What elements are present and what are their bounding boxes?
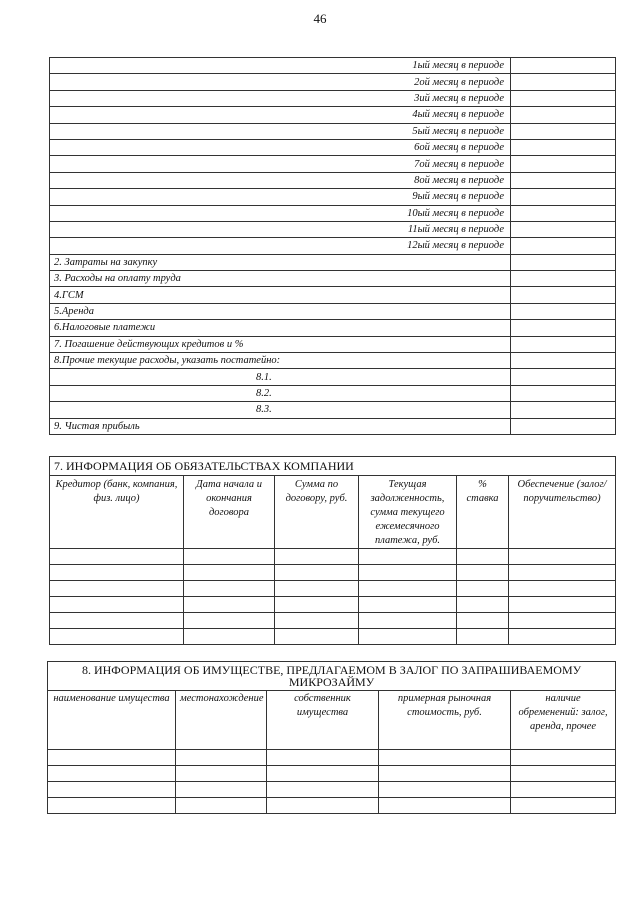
table-row — [50, 123, 616, 139]
table-row — [50, 385, 616, 401]
input-cell[interactable] — [359, 565, 457, 581]
table-row — [50, 189, 616, 205]
table-row — [50, 369, 616, 385]
expense-other-item: 8.1. — [50, 369, 511, 385]
input-cell[interactable] — [379, 750, 511, 766]
value-cell[interactable] — [511, 221, 616, 237]
value-cell[interactable] — [511, 238, 616, 254]
table-row — [48, 798, 616, 814]
value-cell[interactable] — [511, 385, 616, 401]
table-row — [50, 74, 616, 90]
value-cell[interactable] — [511, 139, 616, 155]
table-row — [50, 581, 616, 597]
column-header: % ставка — [457, 476, 509, 549]
input-cell[interactable] — [457, 565, 509, 581]
month-label: 11ый месяц в периоде — [50, 221, 511, 237]
input-cell[interactable] — [511, 766, 616, 782]
value-cell[interactable] — [511, 123, 616, 139]
input-cell[interactable] — [457, 597, 509, 613]
expense-loans-label: 7. Погашение действующих кредитов и % — [50, 336, 511, 352]
net-profit-label: 9. Чистая прибыль — [50, 418, 511, 434]
table-row — [50, 58, 616, 74]
expense-other-label: 8.Прочие текущие расходы, указать постатейно: — [50, 353, 511, 369]
table-row — [50, 205, 616, 221]
input-cell[interactable] — [50, 549, 184, 565]
value-cell[interactable] — [511, 336, 616, 352]
input-cell[interactable] — [509, 581, 616, 597]
input-cell[interactable] — [457, 549, 509, 565]
input-cell[interactable] — [379, 782, 511, 798]
table-row — [50, 613, 616, 629]
value-cell[interactable] — [511, 58, 616, 74]
section-title-row — [48, 662, 616, 691]
month-label: 10ый месяц в периоде — [50, 205, 511, 221]
value-cell[interactable] — [511, 90, 616, 106]
table-row — [50, 353, 616, 369]
input-cell[interactable] — [184, 597, 275, 613]
value-cell[interactable] — [511, 320, 616, 336]
input-cell[interactable] — [267, 750, 379, 766]
input-cell[interactable] — [511, 750, 616, 766]
input-cell[interactable] — [267, 766, 379, 782]
value-cell[interactable] — [511, 418, 616, 434]
input-cell[interactable] — [176, 766, 267, 782]
month-label: 4ый месяц в периоде — [50, 107, 511, 123]
expense-taxes-label: 6.Налоговые платежи — [50, 320, 511, 336]
input-cell[interactable] — [184, 613, 275, 629]
input-cell[interactable] — [275, 565, 359, 581]
table-row — [50, 238, 616, 254]
input-cell[interactable] — [457, 613, 509, 629]
input-cell[interactable] — [275, 597, 359, 613]
table-row — [50, 303, 616, 319]
input-cell[interactable] — [275, 613, 359, 629]
month-label: 7ой месяц в периоде — [50, 156, 511, 172]
input-cell[interactable] — [511, 782, 616, 798]
table-row — [50, 629, 616, 645]
value-cell[interactable] — [511, 172, 616, 188]
expense-rent-label: 5.Аренда — [50, 303, 511, 319]
input-cell[interactable] — [176, 782, 267, 798]
expense-purchase-label: 2. Затраты на закупку — [50, 254, 511, 270]
table-row — [50, 107, 616, 123]
input-cell[interactable] — [359, 597, 457, 613]
table-row — [50, 565, 616, 581]
input-cell[interactable] — [275, 629, 359, 645]
table-row — [48, 766, 616, 782]
table-row — [50, 156, 616, 172]
month-label: 12ый месяц в периоде — [50, 238, 511, 254]
input-cell[interactable] — [50, 565, 184, 581]
collateral-table — [47, 661, 616, 814]
value-cell[interactable] — [511, 353, 616, 369]
value-cell[interactable] — [511, 205, 616, 221]
input-cell[interactable] — [184, 629, 275, 645]
header-row — [48, 691, 616, 750]
input-cell[interactable] — [50, 613, 184, 629]
input-cell[interactable] — [275, 581, 359, 597]
value-cell[interactable] — [511, 189, 616, 205]
income-expense-table — [49, 57, 616, 435]
expense-other-item: 8.2. — [50, 385, 511, 401]
input-cell[interactable] — [176, 798, 267, 814]
table-row — [50, 336, 616, 352]
table-row — [50, 402, 616, 418]
input-cell[interactable] — [48, 750, 176, 766]
column-header: наименование имущества — [48, 691, 176, 750]
input-cell[interactable] — [509, 629, 616, 645]
input-cell[interactable] — [176, 750, 267, 766]
column-header: Сумма по договору, руб. — [275, 476, 359, 549]
input-cell[interactable] — [267, 798, 379, 814]
input-cell[interactable] — [509, 549, 616, 565]
input-cell[interactable] — [457, 581, 509, 597]
table-row — [50, 287, 616, 303]
month-label: 1ый месяц в периоде — [50, 58, 511, 74]
page-number: 46 — [313, 11, 327, 26]
input-cell[interactable] — [48, 782, 176, 798]
input-cell[interactable] — [509, 613, 616, 629]
input-cell[interactable] — [379, 766, 511, 782]
value-cell[interactable] — [511, 156, 616, 172]
input-cell[interactable] — [509, 597, 616, 613]
input-cell[interactable] — [275, 549, 359, 565]
input-cell[interactable] — [511, 798, 616, 814]
value-cell[interactable] — [511, 287, 616, 303]
input-cell[interactable] — [359, 549, 457, 565]
month-label: 2ой месяц в периоде — [50, 74, 511, 90]
header-row — [50, 476, 616, 549]
month-label: 9ый месяц в периоде — [50, 189, 511, 205]
input-cell[interactable] — [50, 581, 184, 597]
table-row — [50, 549, 616, 565]
input-cell[interactable] — [509, 565, 616, 581]
value-cell[interactable] — [511, 107, 616, 123]
expense-payroll-label: 3. Расходы на оплату труда — [50, 271, 511, 287]
value-cell[interactable] — [511, 74, 616, 90]
table-row — [50, 172, 616, 188]
month-label: 8ой месяц в периоде — [50, 172, 511, 188]
table-row — [50, 597, 616, 613]
input-cell[interactable] — [48, 766, 176, 782]
column-header: наличие обременений: залог, аренда, прочее — [511, 691, 616, 750]
section-title-row — [50, 457, 616, 476]
month-label: 6ой месяц в периоде — [50, 139, 511, 155]
table-row — [48, 750, 616, 766]
month-label: 5ый месяц в периоде — [50, 123, 511, 139]
value-cell[interactable] — [511, 271, 616, 287]
value-cell[interactable] — [511, 254, 616, 270]
input-cell[interactable] — [48, 798, 176, 814]
column-header: собственник имущества — [267, 691, 379, 750]
input-cell[interactable] — [359, 613, 457, 629]
column-header: Дата начала и окончания договора — [184, 476, 275, 549]
value-cell[interactable] — [511, 402, 616, 418]
table-row — [50, 320, 616, 336]
input-cell[interactable] — [457, 629, 509, 645]
table-row — [48, 782, 616, 798]
value-cell[interactable] — [511, 303, 616, 319]
expense-fuel-label: 4.ГСМ — [50, 287, 511, 303]
expense-other-item: 8.3. — [50, 402, 511, 418]
column-header: Текущая задолженность, сумма текущего ежемесячного платежа, руб. — [359, 476, 457, 549]
column-header: Обеспечение (залог/ поручительство) — [509, 476, 616, 549]
obligations-table — [49, 456, 616, 645]
input-cell[interactable] — [359, 581, 457, 597]
input-cell[interactable] — [359, 629, 457, 645]
input-cell[interactable] — [379, 798, 511, 814]
table-row — [50, 418, 616, 434]
input-cell[interactable] — [184, 581, 275, 597]
column-header: примерная рыночная стоимость, руб. — [379, 691, 511, 750]
month-label: 3ий месяц в периоде — [50, 90, 511, 106]
table-row — [50, 271, 616, 287]
table-row — [50, 221, 616, 237]
input-cell[interactable] — [184, 549, 275, 565]
section-title: 8. ИНФОРМАЦИЯ ОБ ИМУЩЕСТВЕ, ПРЕДЛАГАЕМОМ В ЗАЛОГ ПО ЗАПРАШИВАЕМОМУ МИКРОЗАЙМУ — [48, 662, 616, 691]
column-header: Кредитор (банк, компания, физ. лицо) — [50, 476, 184, 549]
input-cell[interactable] — [184, 565, 275, 581]
value-cell[interactable] — [511, 369, 616, 385]
section-title: 7. ИНФОРМАЦИЯ ОБ ОБЯЗАТЕЛЬСТВАХ КОМПАНИИ — [50, 457, 616, 476]
table-row — [50, 254, 616, 270]
input-cell[interactable] — [50, 597, 184, 613]
table-row — [50, 90, 616, 106]
table-row — [50, 139, 616, 155]
input-cell[interactable] — [50, 629, 184, 645]
column-header: местонахождение — [176, 691, 267, 750]
input-cell[interactable] — [267, 782, 379, 798]
